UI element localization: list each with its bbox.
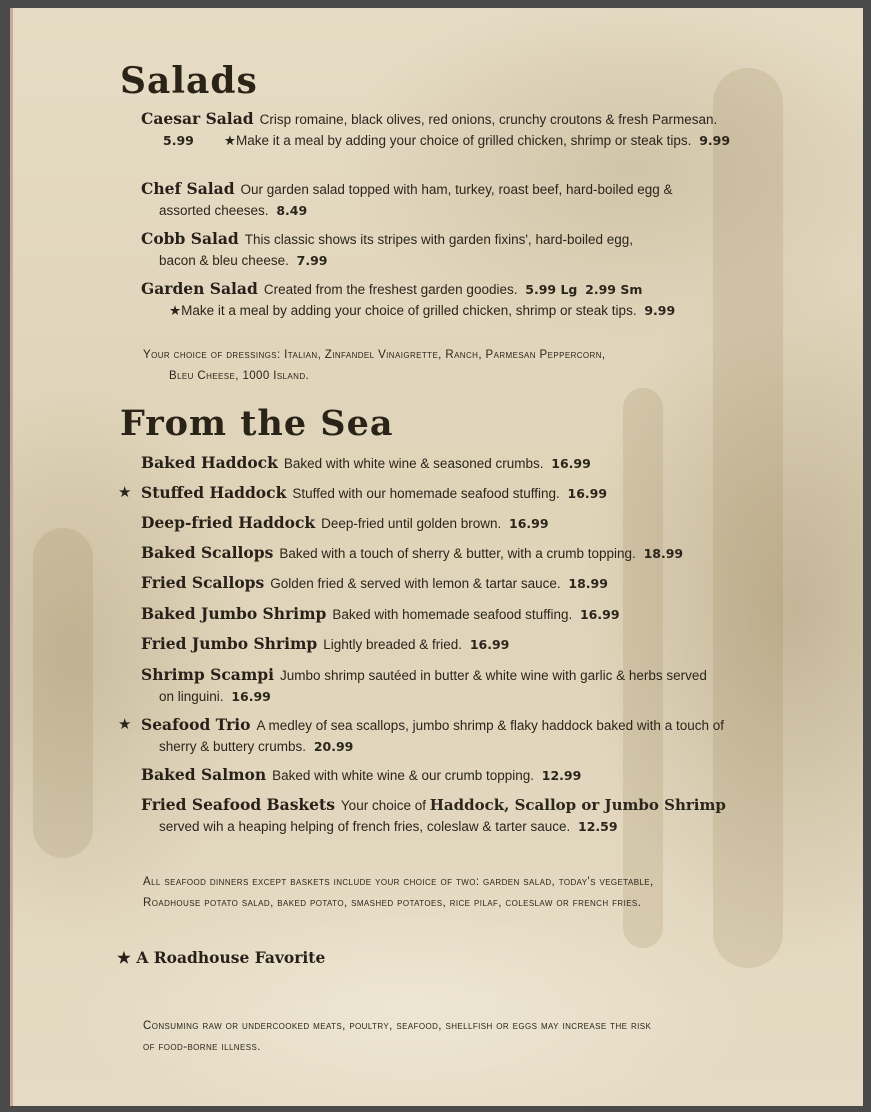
item-description: Baked with homemade seafood stuffing. (332, 607, 573, 622)
item-price-large: 5.99 Lg (525, 282, 578, 297)
item-description-cont: bacon & bleu cheese. (159, 253, 289, 268)
menu-item-shrimp-scampi (141, 664, 791, 707)
item-description: Lightly breaded & fried. (323, 637, 463, 652)
item-description-cont: served wih a heaping helping of french fries, coleslaw & tarter sauce. (159, 819, 571, 834)
favorite-legend (117, 948, 325, 967)
item-name: Fried Jumbo Shrimp (141, 634, 318, 653)
section-title-from-the-sea: From the Sea (120, 403, 394, 444)
item-price: 20.99 (313, 739, 354, 754)
menu-item-baked-jumbo-shrimp (141, 603, 791, 625)
item-description-cont: sherry & buttery crumbs. (159, 739, 307, 754)
menu-item-garden-salad (141, 278, 791, 321)
menu-item-seafood-trio (118, 714, 791, 757)
item-description: This classic shows its stripes with garden fixins', hard-boiled egg, (244, 232, 634, 247)
menu-item-baked-haddock (141, 452, 791, 474)
item-description-cont: on linguini. (159, 689, 224, 704)
star-icon: ★ (118, 484, 132, 501)
sides-line: All seafood dinners except baskets include your choice of two: garden salad, today's vegetable, (143, 876, 654, 888)
item-price-small: 2.99 Sm (585, 282, 643, 297)
item-description: Baked with white wine & our crumb topping. (272, 768, 535, 783)
star-icon: ★ (117, 948, 131, 967)
item-description: Jumbo shrimp sautéed in butter & white wine with garlic & herbs served (279, 668, 707, 683)
item-price: 12.99 (541, 768, 582, 783)
item-price: 16.99 (579, 607, 620, 622)
item-description: Baked with white wine & seasoned crumbs. (283, 456, 544, 471)
menu-item-chef-salad (141, 178, 791, 221)
item-description: Stuffed with our homemade seafood stuffing. (292, 486, 560, 501)
item-name: Baked Jumbo Shrimp (141, 604, 327, 623)
menu-item-stuffed-haddock (118, 482, 791, 504)
item-name: Stuffed Haddock (141, 483, 287, 502)
food-safety-warning (143, 1016, 783, 1058)
meal-upgrade-text: Make it a meal by adding your choice of grilled chicken, shrimp or steak tips. (235, 133, 692, 148)
item-price: 18.99 (568, 576, 608, 591)
dressings-note (143, 345, 783, 387)
item-price: 16.99 (551, 456, 591, 471)
section-title-salads: Salads (120, 60, 258, 102)
item-description: Created from the freshest garden goodies. (263, 282, 518, 297)
item-description: Our garden salad topped with ham, turkey, roast beef, hard-boiled egg & (240, 182, 673, 197)
item-name: Baked Scallops (141, 543, 274, 562)
star-icon: ★ (169, 303, 182, 318)
menu-item-baked-salmon (141, 764, 791, 786)
item-description: A medley of sea scallops, jumbo shrimp & flaky haddock baked with a touch of (256, 718, 724, 733)
item-price: 12.59 (578, 819, 618, 834)
favorite-legend-text: A Roadhouse Favorite (136, 948, 326, 967)
sides-line: Roadhouse potato salad, baked potato, smashed potatoes, rice pilaf, coleslaw or french fries. (143, 897, 642, 909)
menu-item-fried-scallops (141, 572, 791, 594)
item-description: Deep-fried until golden brown. (321, 516, 502, 531)
meal-upgrade-price: 9.99 (699, 133, 731, 148)
menu-page (10, 8, 863, 1106)
item-price: 5.99 (163, 133, 194, 148)
item-name: Baked Haddock (141, 453, 278, 472)
warning-line: of food-borne illness. (143, 1041, 261, 1053)
item-name: Seafood Trio (141, 715, 251, 734)
item-description: Baked with a touch of sherry & butter, with a crumb topping. (279, 546, 636, 561)
item-name: Caesar Salad (141, 109, 254, 128)
item-description: Golden fried & served with lemon & tartar sauce. (270, 576, 561, 591)
item-name: Garden Salad (141, 279, 258, 298)
item-price: 16.99 (509, 516, 549, 531)
sides-note (143, 872, 783, 914)
menu-item-caesar-salad (141, 108, 791, 151)
item-name: Baked Salmon (141, 765, 267, 784)
item-description: Your choice of (340, 798, 426, 813)
item-price: 16.99 (469, 637, 510, 652)
menu-item-fried-seafood-baskets (141, 794, 801, 837)
star-icon: ★ (223, 133, 236, 148)
menu-item-baked-scallops (141, 542, 791, 564)
item-name: Shrimp Scampi (141, 665, 274, 684)
menu-item-deep-fried-haddock (141, 512, 791, 534)
item-price: 7.99 (296, 253, 328, 268)
star-icon: ★ (118, 716, 132, 733)
meal-upgrade-price: 9.99 (644, 303, 676, 318)
item-name: Chef Salad (141, 179, 235, 198)
background-tree-trunk (33, 528, 93, 858)
item-price: 16.99 (231, 689, 271, 704)
dressings-line: Your choice of dressings: Italian, Zinfandel Vinaigrette, Ranch, Parmesan Peppercorn, (143, 349, 606, 361)
basket-choices: Haddock, Scallop or Jumbo Shrimp (429, 796, 726, 814)
item-price: 18.99 (643, 546, 684, 561)
item-description-cont: assorted cheeses. (159, 203, 269, 218)
item-description: Crisp romaine, black olives, red onions, crunchy croutons & fresh Parmesan. (259, 112, 718, 127)
item-name: Deep-fried Haddock (141, 513, 316, 532)
menu-item-fried-jumbo-shrimp (141, 633, 791, 655)
item-price: 8.49 (276, 203, 308, 218)
dressings-line: Bleu Cheese, 1000 Island. (169, 370, 310, 382)
item-name: Fried Scallops (141, 573, 265, 592)
meal-upgrade-text: Make it a meal by adding your choice of grilled chicken, shrimp or steak tips. (181, 303, 637, 318)
menu-item-cobb-salad (141, 228, 791, 271)
item-price: 16.99 (567, 486, 608, 501)
item-name: Fried Seafood Baskets (141, 795, 335, 814)
warning-line: Consuming raw or undercooked meats, poultry, seafood, shellfish or eggs may increase the risk (143, 1020, 652, 1032)
item-name: Cobb Salad (141, 229, 239, 248)
